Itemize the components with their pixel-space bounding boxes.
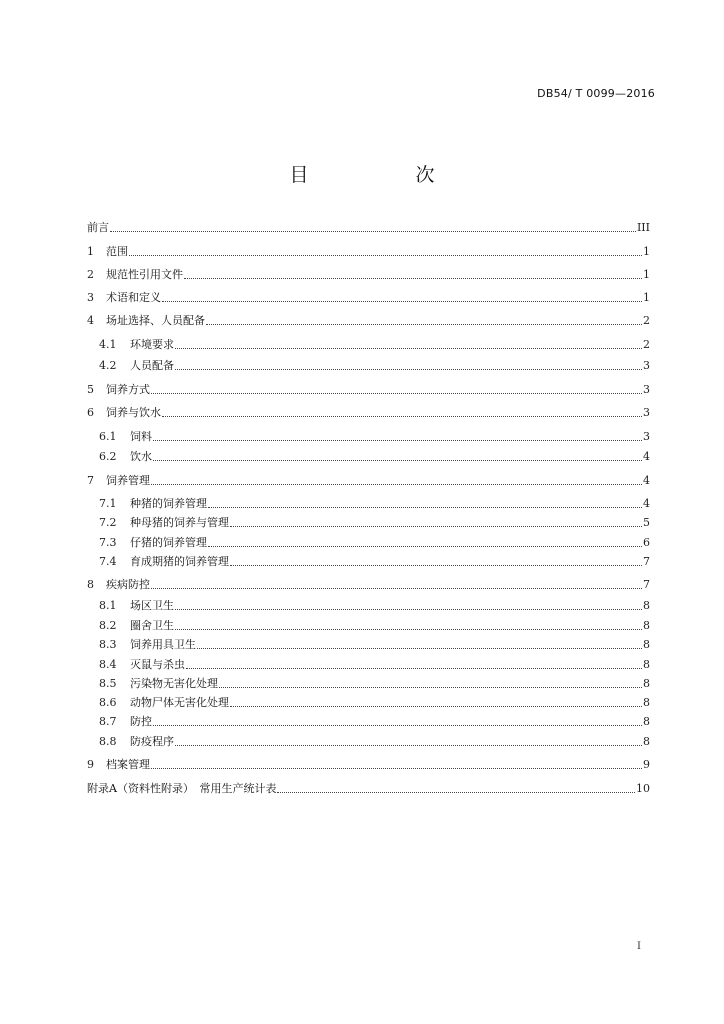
document-code: DB54/ T 0099—2016 <box>537 87 655 100</box>
toc-entry-title: 仔猪的饲养管理 <box>130 536 207 549</box>
toc-entry-title: 饲料 <box>130 430 152 443</box>
toc-dot-leader <box>162 301 642 302</box>
toc-entry[interactable] <box>87 713 650 729</box>
toc-entry-number: 8.2 <box>99 619 117 632</box>
toc-entry-title: 术语和定义 <box>106 291 161 304</box>
toc-entry-number: 8.4 <box>99 658 117 671</box>
toc-entry-page: 2 <box>643 314 650 327</box>
toc-entry-number: 7.3 <box>99 536 117 549</box>
toc-entry-number: 2 <box>87 268 94 281</box>
toc-entry-title: 饲养用具卫生 <box>130 638 196 651</box>
toc-entry[interactable] <box>87 336 650 352</box>
toc-entry-number: 9 <box>87 758 94 771</box>
toc-entry-page: 4 <box>643 450 650 463</box>
toc-entry-page: 7 <box>643 578 650 591</box>
toc-dot-leader <box>219 687 642 688</box>
toc-dot-leader <box>129 255 642 256</box>
toc-entry-title: 饲养方式 <box>106 383 150 396</box>
toc-entry-title: 种母猪的饲养与管理 <box>130 516 229 529</box>
toc-entry[interactable] <box>87 404 650 420</box>
toc-entry-number: 8.1 <box>99 599 117 612</box>
toc-entry[interactable] <box>87 733 650 749</box>
toc-entry[interactable] <box>87 495 650 511</box>
toc-entry-page: 8 <box>643 677 650 690</box>
toc-entry-number: 7.2 <box>99 516 117 529</box>
toc-entry-page: 8 <box>643 696 650 709</box>
toc-entry-title: 圈舍卫生 <box>130 619 174 632</box>
toc-entry-title: 规范性引用文件 <box>106 268 183 281</box>
toc-entry[interactable] <box>87 756 650 772</box>
toc-entry[interactable] <box>87 694 650 710</box>
toc-entry-page: 8 <box>643 658 650 671</box>
toc-entry[interactable] <box>87 780 650 796</box>
toc-dot-leader <box>277 792 635 793</box>
toc-entry[interactable] <box>87 617 650 633</box>
toc-entry-page: 7 <box>643 555 650 568</box>
toc-entry[interactable] <box>87 534 650 550</box>
toc-entry-title: 人员配备 <box>130 359 174 372</box>
toc-entry-page: III <box>636 221 650 234</box>
toc-entry-title: 灭鼠与杀虫 <box>130 658 185 671</box>
toc-entry-page: 8 <box>643 735 650 748</box>
toc-entry-number: 5 <box>87 383 94 396</box>
toc-dot-leader <box>175 629 642 630</box>
toc-entry-number: 8.5 <box>99 677 117 690</box>
toc-entry[interactable] <box>87 514 650 530</box>
toc-dot-leader <box>153 460 642 461</box>
toc-dot-leader <box>162 416 642 417</box>
toc-entry-page: 6 <box>643 536 650 549</box>
toc-dot-leader <box>206 324 642 325</box>
toc-dot-leader <box>175 348 642 349</box>
toc-entry-number: 7 <box>87 474 94 487</box>
toc-dot-leader <box>153 440 642 441</box>
toc-entry-title: 疾病防控 <box>106 578 150 591</box>
toc-dot-leader <box>186 668 642 669</box>
toc-dot-leader <box>208 546 642 547</box>
toc-entry-page: 4 <box>643 474 650 487</box>
toc-entry[interactable] <box>87 428 650 444</box>
toc-dot-leader <box>230 706 642 707</box>
toc-entry-number: 8 <box>87 578 94 591</box>
toc-entry[interactable] <box>87 472 650 488</box>
toc-entry-title: 场区卫生 <box>130 599 174 612</box>
toc-entry-title: 种猪的饲养管理 <box>130 497 207 510</box>
toc-entry[interactable] <box>87 553 650 569</box>
toc-entry-page: 1 <box>643 245 650 258</box>
toc-entry-page: 3 <box>643 359 650 372</box>
toc-entry-title: 档案管理 <box>106 758 150 771</box>
toc-entry-page: 8 <box>643 599 650 612</box>
toc-entry-number: 6.1 <box>99 430 117 443</box>
toc-entry-number: 7.1 <box>99 497 117 510</box>
toc-entry-page: 4 <box>643 497 650 510</box>
toc-entry-page: 5 <box>643 516 650 529</box>
toc-dot-leader <box>151 588 642 589</box>
page-title: 目 次 <box>289 164 479 186</box>
toc-entry-title: 育成期猪的饲养管理 <box>130 555 229 568</box>
toc-entry-title: 防控 <box>130 715 152 728</box>
toc-entry-number: 8.7 <box>99 715 117 728</box>
toc-dot-leader <box>151 768 642 769</box>
toc-entry-title: 饲养管理 <box>106 474 150 487</box>
toc-entry[interactable] <box>87 243 650 259</box>
toc-entry-title: 附录A（资料性附录） 常用生产统计表 <box>87 782 277 795</box>
toc-entry-page: 8 <box>643 715 650 728</box>
toc-entry-number: 6.2 <box>99 450 117 463</box>
toc-dot-leader <box>230 565 642 566</box>
toc-dot-leader <box>151 484 642 485</box>
page-number: I <box>637 941 641 952</box>
toc-entry-page: 8 <box>643 619 650 632</box>
toc-entry-title: 饮水 <box>130 450 152 463</box>
toc-entry[interactable] <box>87 312 650 328</box>
toc-dot-leader <box>175 369 642 370</box>
toc-dot-leader <box>151 393 642 394</box>
toc-dot-leader <box>208 507 642 508</box>
toc-entry-page: 10 <box>636 782 650 795</box>
toc-entry-number: 6 <box>87 406 94 419</box>
toc-dot-leader <box>197 648 642 649</box>
toc-entry-title: 范围 <box>106 245 128 258</box>
toc-entry-title: 场址选择、人员配备 <box>106 314 205 327</box>
toc-entry-page: 1 <box>643 291 650 304</box>
toc-entry-number: 1 <box>87 245 94 258</box>
toc-entry[interactable] <box>87 675 650 691</box>
toc-entry-page: 3 <box>643 383 650 396</box>
toc-entry-page: 3 <box>643 406 650 419</box>
toc-dot-leader <box>184 278 642 279</box>
toc-entry[interactable] <box>87 448 650 464</box>
toc-entry[interactable] <box>87 381 650 397</box>
toc-entry-number: 8.6 <box>99 696 117 709</box>
toc-entry-title: 环境要求 <box>130 338 174 351</box>
toc-entry[interactable] <box>87 656 650 672</box>
toc-dot-leader <box>153 725 642 726</box>
toc-entry[interactable] <box>87 357 650 373</box>
toc-entry-title: 前言 <box>87 221 109 234</box>
toc-entry-title: 防疫程序 <box>130 735 174 748</box>
toc-entry[interactable] <box>87 576 650 592</box>
toc-dot-leader <box>230 526 642 527</box>
toc-entry[interactable] <box>87 636 650 652</box>
toc-dot-leader <box>175 609 642 610</box>
toc-entry-page: 8 <box>643 638 650 651</box>
toc-entry[interactable] <box>87 266 650 282</box>
toc-entry-number: 8.3 <box>99 638 117 651</box>
toc-dot-leader <box>175 745 642 746</box>
toc-entry-number: 3 <box>87 291 94 304</box>
toc-entry-title: 饲养与饮水 <box>106 406 161 419</box>
toc-entry[interactable] <box>87 219 650 235</box>
toc-entry-number: 8.8 <box>99 735 117 748</box>
toc-entry-title: 污染物无害化处理 <box>130 677 218 690</box>
toc-entry-title: 动物尸体无害化处理 <box>130 696 229 709</box>
toc-dot-leader <box>110 231 636 232</box>
toc-entry-page: 3 <box>643 430 650 443</box>
toc-entry-page: 1 <box>643 268 650 281</box>
toc-entry[interactable] <box>87 597 650 613</box>
toc-entry[interactable] <box>87 289 650 305</box>
toc-entry-page: 2 <box>643 338 650 351</box>
toc-entry-page: 9 <box>643 758 650 771</box>
toc-entry-number: 4.2 <box>99 359 117 372</box>
toc-entry-number: 4.1 <box>99 338 117 351</box>
toc-entry-number: 4 <box>87 314 94 327</box>
toc-entry-number: 7.4 <box>99 555 117 568</box>
